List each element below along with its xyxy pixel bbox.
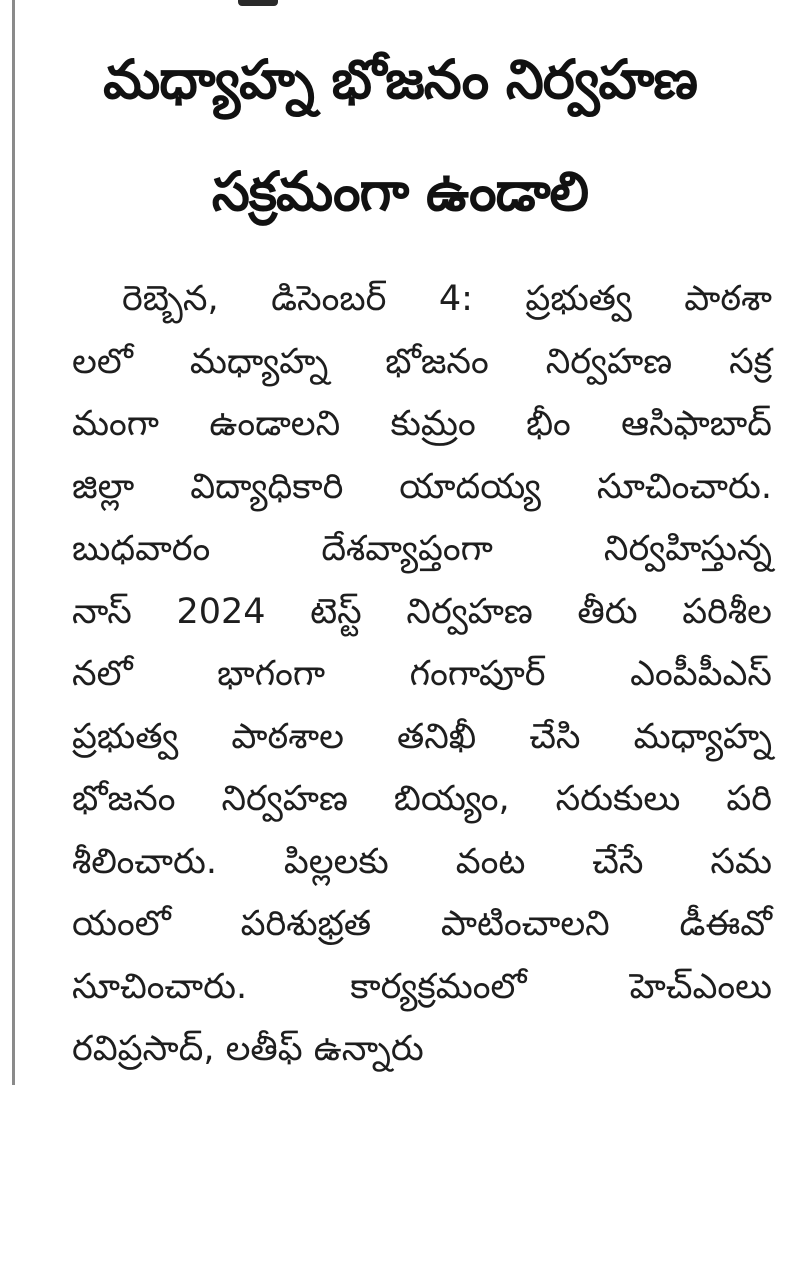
body-line-7: నలో భాగంగా గంగాపూర్ ఎంపీపీఎస్ (72, 654, 772, 694)
body-line-13: రవిప్రసాద్, లతీఫ్ ఉన్నారు (72, 1029, 424, 1069)
body-line-5: బుధవారం దేశవ్యాప్తంగా నిర్వహిస్తున్న (72, 529, 772, 569)
body-line-11: యంలో పరిశుభ్రత పాటించాలని డీఈవో (72, 904, 772, 944)
headline-line-2: సక్రమంగా ఉండాలి (211, 160, 589, 223)
body-line-2: లలో మధ్యాహ్న భోజనం నిర్వహణ సక్ర (72, 341, 772, 382)
body-line-9: భోజనం నిర్వహణ బియ్యం, సరుకులు పరి (72, 779, 772, 819)
headline-line-1: మధ్యాహ్న భోజనం నిర్వహణ (103, 48, 697, 111)
clipped-text-fragment (238, 0, 278, 6)
body-line-1: రెబ్బెన, డిసెంబర్ 4: ప్రభుత్వ పాఠశా (122, 279, 772, 319)
body-line-3: మంగా ఉండాలని కుమ్రం భీం ఆసిఫాబాద్ (72, 404, 772, 444)
body-line-10: శీలించారు. పిల్లలకు వంట చేసే సమ (72, 841, 772, 882)
body-line-4: జిల్లా విద్యాధికారి యాదయ్య సూచించారు. (72, 466, 772, 507)
body-line-12: సూచించారు. కార్యక్రమంలో హెచ్‌ఎంలు (72, 966, 772, 1007)
column-divider-line (12, 0, 15, 1085)
body-line-8: ప్రభుత్వ పాఠశాల తనిఖీ చేసి మధ్యాహ్న (72, 716, 772, 757)
article-body (72, 268, 772, 1081)
body-line-6: నాస్ 2024 టెస్ట్ నిర్వహణ తీరు పరిశీల (72, 591, 772, 632)
